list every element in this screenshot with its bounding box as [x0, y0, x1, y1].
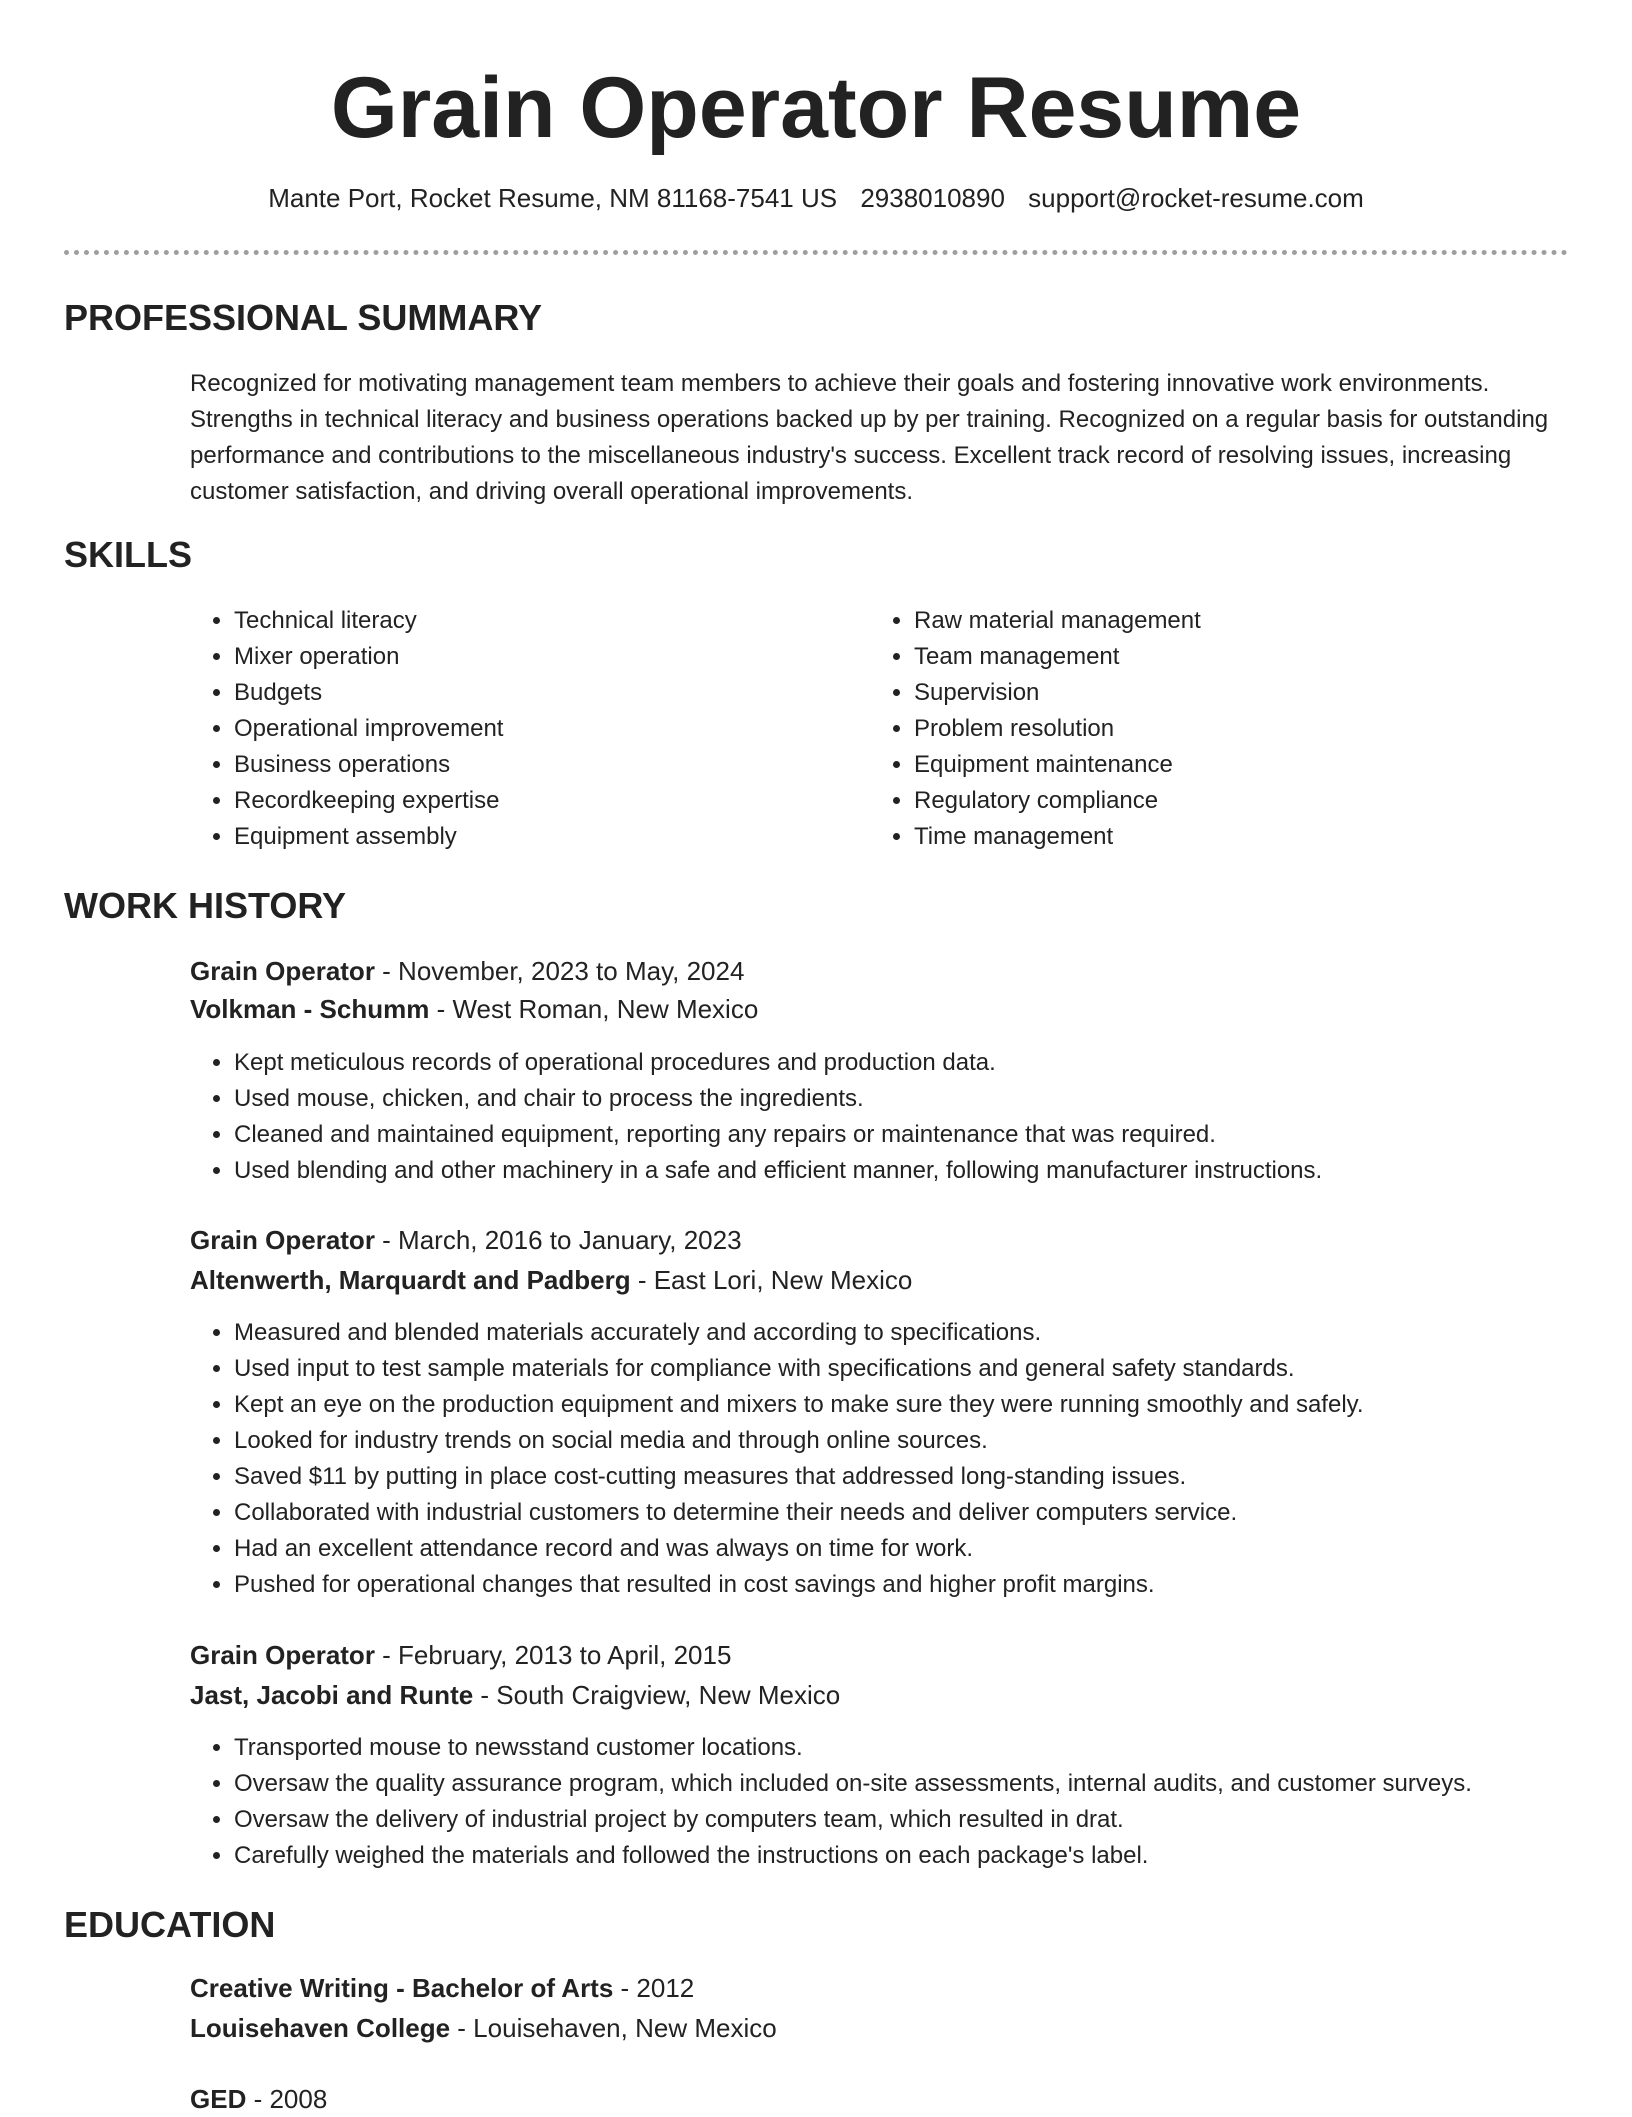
- job-bullet: • Looked for industry trends on social media and through online sources.: [234, 1423, 1624, 1459]
- skill-item: • Technical literacy: [234, 603, 834, 639]
- education-year: - 2012: [613, 1973, 695, 2003]
- job-company: Altenwerth, Marquardt and Padberg: [190, 1265, 631, 1295]
- job-dates: - February, 2013 to April, 2015: [374, 1640, 732, 1670]
- summary-heading: PROFESSIONAL SUMMARY: [64, 297, 543, 338]
- skills-heading: SKILLS: [64, 534, 193, 575]
- education-degree: GED: [190, 2084, 247, 2114]
- summary-text: Recognized for motivating management team members to achieve their goals and fostering innovative work environments. Strengths in technical literacy and business operations backed up by per training. Recognized on a regular basis for outstanding performance and contributions to the miscellaneous industry's success. Excellent track record of resolving issues, increasing customer satisfaction, and driving overall operational improvements.: [190, 370, 1549, 505]
- job-location: - West Roman, New Mexico: [429, 994, 759, 1024]
- job-title-line: [190, 1637, 731, 1673]
- skill-item: • Recordkeeping expertise: [234, 783, 834, 819]
- job-location: - South Craigview, New Mexico: [473, 1680, 841, 1710]
- job-title: Grain Operator: [190, 1640, 375, 1670]
- job-bullets: [190, 1730, 1632, 1874]
- job-bullet: • Used mouse, chicken, and chair to process the ingredients.: [234, 1081, 1624, 1117]
- skill-item: • Operational improvement: [234, 711, 834, 747]
- skill-item: • Mixer operation: [234, 639, 834, 675]
- job-bullet: • Had an excellent attendance record and was always on time for work.: [234, 1531, 1624, 1567]
- job-bullet: • Measured and blended materials accurately and according to specifications.: [234, 1315, 1624, 1351]
- job-bullets: [190, 1315, 1624, 1603]
- job-title: Grain Operator: [190, 1225, 375, 1255]
- skill-item: • Equipment maintenance: [914, 747, 1514, 783]
- job-company-line: [190, 1262, 912, 1298]
- contact-line: [0, 180, 1632, 216]
- job-location: - East Lori, New Mexico: [630, 1265, 913, 1295]
- education-degree: Creative Writing - Bachelor of Arts: [190, 1973, 614, 2003]
- skill-item: • Problem resolution: [914, 711, 1514, 747]
- job-bullet: • Oversaw the quality assurance program, which included on-site assessments, internal audits, and customer surveys.: [234, 1766, 1632, 1802]
- job-title-line: [190, 1222, 742, 1258]
- job-company: Jast, Jacobi and Runte: [190, 1680, 474, 1710]
- job-bullet: • Pushed for operational changes that resulted in cost savings and higher profit margins.: [234, 1567, 1624, 1603]
- skill-item: • Supervision: [914, 675, 1514, 711]
- job-bullet: • Transported mouse to newsstand customer locations.: [234, 1730, 1632, 1766]
- education-school: Louisehaven College: [190, 2013, 451, 2043]
- job-bullet: • Used input to test sample materials for compliance with specifications and general safety standards.: [234, 1351, 1624, 1387]
- job-bullet: • Kept meticulous records of operational procedures and production data.: [234, 1045, 1624, 1081]
- contact-address: Mante Port, Rocket Resume, NM 81168-7541 US: [268, 183, 838, 213]
- education-school-line: [190, 2010, 777, 2046]
- education-heading: EDUCATION: [64, 1904, 276, 1945]
- job-bullet: • Saved $11 by putting in place cost-cutting measures that addressed long-standing issues.: [234, 1459, 1624, 1495]
- skill-item: • Equipment assembly: [234, 819, 834, 855]
- contact-phone: 2938010890: [860, 183, 1005, 213]
- skills-list-left: [190, 603, 834, 855]
- job-company-line: [190, 991, 758, 1027]
- education-location: - Louisehaven, New Mexico: [450, 2013, 777, 2043]
- skill-item: • Raw material management: [914, 603, 1514, 639]
- skill-item: • Team management: [914, 639, 1514, 675]
- work-heading: WORK HISTORY: [64, 885, 347, 926]
- skill-item: • Regulatory compliance: [914, 783, 1514, 819]
- job-bullet: • Carefully weighed the materials and followed the instructions on each package's label.: [234, 1838, 1632, 1874]
- job-bullet: • Kept an eye on the production equipment and mixers to make sure they were running smoothly and safely.: [234, 1387, 1624, 1423]
- education-year: - 2008: [246, 2084, 328, 2114]
- job-bullet: • Used blending and other machinery in a safe and efficient manner, following manufacturer instructions.: [234, 1153, 1624, 1189]
- job-bullets: [190, 1045, 1624, 1189]
- job-bullet: • Collaborated with industrial customers to determine their needs and deliver computers service.: [234, 1495, 1624, 1531]
- header-divider: [64, 250, 1568, 255]
- job-bullet: • Oversaw the delivery of industrial project by computers team, which resulted in drat.: [234, 1802, 1632, 1838]
- page-title: Grain Operator Resume: [330, 60, 1302, 156]
- skills-list-right: [870, 603, 1514, 855]
- job-company: Volkman - Schumm: [190, 994, 430, 1024]
- job-dates: - March, 2016 to January, 2023: [374, 1225, 742, 1255]
- job-dates: - November, 2023 to May, 2024: [374, 956, 745, 986]
- job-bullet: • Cleaned and maintained equipment, reporting any repairs or maintenance that was required.: [234, 1117, 1624, 1153]
- job-title: Grain Operator: [190, 956, 375, 986]
- job-title-line: [190, 953, 744, 989]
- skill-item: • Time management: [914, 819, 1514, 855]
- skill-item: • Budgets: [234, 675, 834, 711]
- contact-email: support@rocket-resume.com: [1028, 183, 1364, 213]
- education-degree-line: [190, 1970, 694, 2006]
- job-company-line: [190, 1677, 840, 1713]
- skill-item: • Business operations: [234, 747, 834, 783]
